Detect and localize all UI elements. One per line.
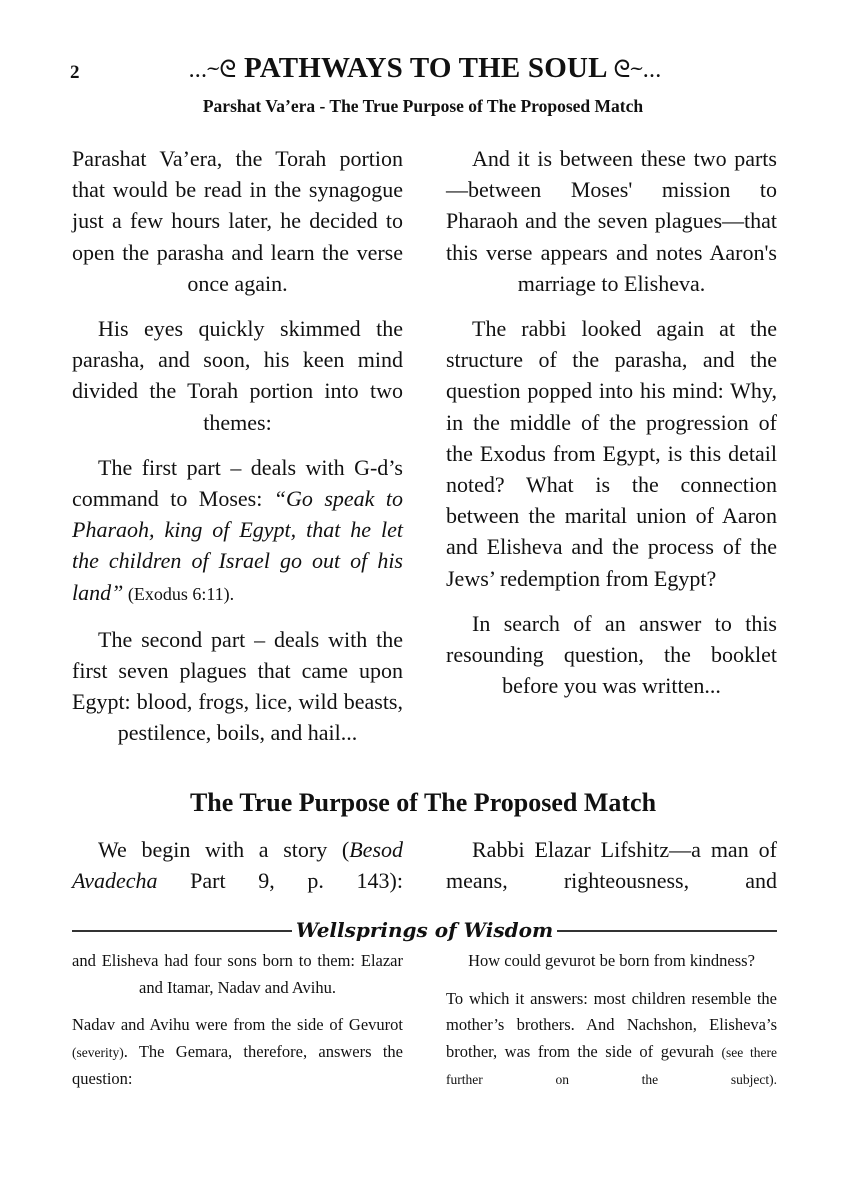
footnote-paragraph (446, 986, 777, 1094)
paragraph: And it is between these two parts—between Moses' mission to Pharaoh and the seven plagues—that this verse appears and notes Aaron's marriage to Elisheva. (446, 146, 777, 296)
story-left (72, 834, 403, 910)
paragraph: The second part – deals with the first seven plagues that came upon Egypt: blood, frogs, lice, wild beasts, pestilence, boils, and hail... (72, 626, 403, 746)
paragraph-text: Part 9, p. 143): (157, 868, 403, 894)
paragraph-text: To which it answers: most children resemble the mother’s brothers. And Nachshon, Elisheva’s brother, was from the side of gevurah (446, 988, 777, 1061)
footnotes-left (72, 948, 403, 1104)
source-title: Besod Avadecha (72, 837, 403, 894)
paragraph (72, 834, 403, 896)
gloss: (see there further on the subject). (446, 1044, 778, 1087)
running-title (130, 52, 720, 85)
chapter-subtitle: Parshat Va’era - The True Purpose of The Proposed Match (202, 96, 644, 116)
section-heading: The True Purpose of The Proposed Match (189, 788, 657, 817)
verse-quote: “Go speak to Pharaoh, king of Egypt, that he let the children of Israel go out of his land” (72, 486, 404, 605)
paragraph (72, 452, 403, 610)
paragraph-text: . The Gemara, therefore, answers the question: (72, 1041, 403, 1088)
verse-reference: (Exodus 6:11). (123, 583, 235, 604)
story-right (446, 834, 777, 910)
paragraph: Rabbi Elazar Lifshitz—a man of means, righteousness, and (446, 837, 777, 894)
footnote-paragraph: and Elisheva had four sons born to them: Elazar and Itamar, Nadav and Avihu. (72, 951, 403, 997)
paragraph-text: The first part – deals with G-d’s command to Moses: (72, 454, 403, 512)
paragraph: His eyes quickly skimmed the parasha, and soon, his keen mind divided the Torah portion into two themes: (72, 316, 403, 435)
divider-label: Wellsprings of Wisdom (292, 918, 557, 942)
footnote-divider (72, 918, 777, 944)
paragraph-text: We begin with a story ( (98, 837, 350, 862)
ornament-right-icon: ᘓ⁓... (613, 57, 662, 83)
paragraph: Parashat Va’era, the Torah portion that would be read in the synagogue just a few hours later, he decided to open the parasha and learn the verse once again. (72, 146, 403, 296)
book-title: PATHWAYS TO THE SOUL (243, 52, 607, 84)
right-column (446, 143, 777, 715)
footnote-paragraph: How could gevurot be born from kindness? (468, 951, 755, 970)
paragraph: In search of an answer to this resounding question, the booklet before you was written... (446, 610, 777, 699)
gloss: (severity) (72, 1044, 124, 1060)
ornament-left-icon: ...⁓ᘓ (188, 57, 237, 83)
left-column (72, 143, 403, 763)
paragraph: The rabbi looked again at the structure of the parasha, and the question popped into his mind: Why, in the middle of the progression of the Exodus from Egypt, is this detail noted? What is the connection between the marital union of Aaron and Elisheva and the process of the Jews’ redemption from Egypt? (446, 316, 777, 591)
footnotes-right (446, 948, 777, 1105)
page-number: 2 (70, 62, 80, 83)
footnote-paragraph (72, 1012, 403, 1093)
paragraph-text: Nadav and Avihu were from the side of Gevurot (72, 1015, 403, 1034)
